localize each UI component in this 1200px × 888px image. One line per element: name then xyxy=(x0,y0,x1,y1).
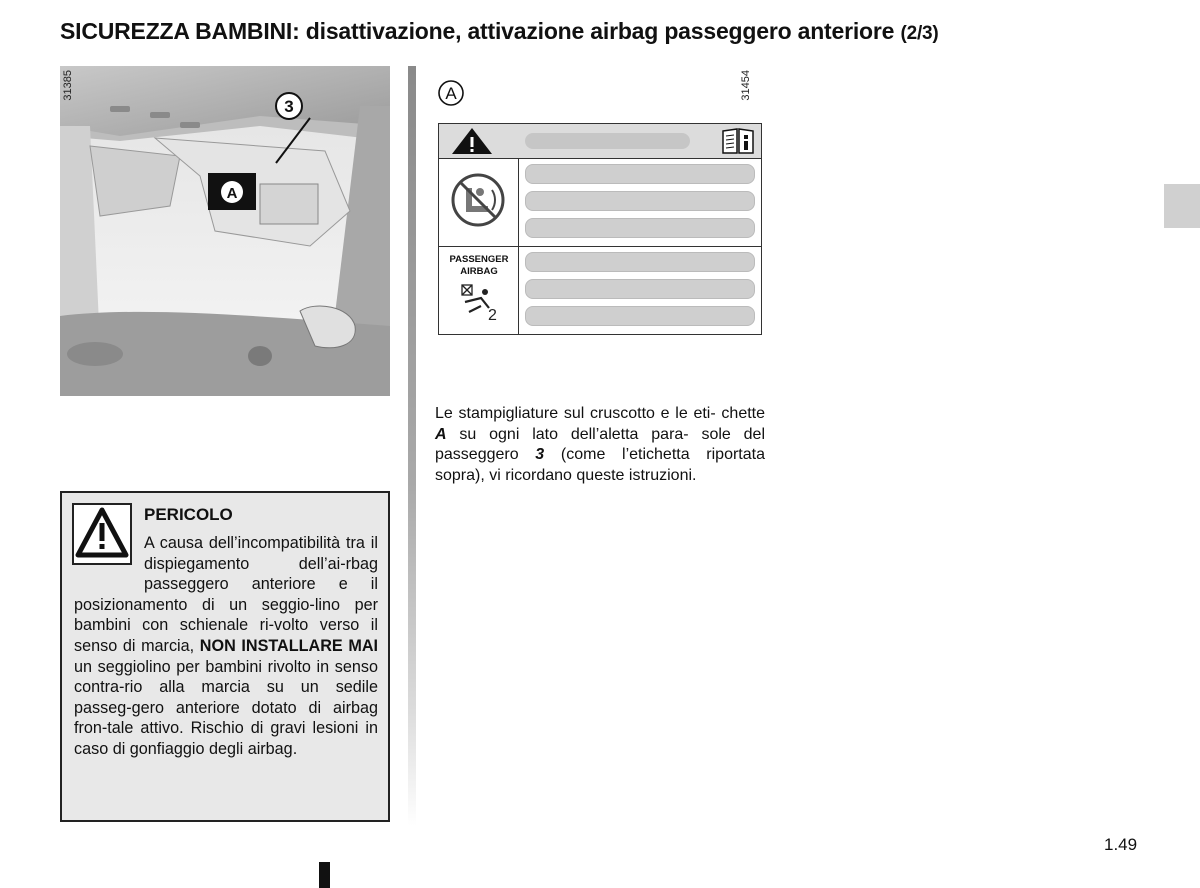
danger-title: PERICOLO xyxy=(144,505,233,524)
photo-code: 31385 xyxy=(62,70,74,101)
warning-triangle-icon xyxy=(451,127,493,155)
page-part: (2/3) xyxy=(900,23,939,44)
body-line: (come l’etichetta xyxy=(544,446,690,463)
airbag-text: AIRBAG xyxy=(460,266,498,277)
ref-3: 3 xyxy=(535,446,545,463)
airbag-warning-label xyxy=(438,123,762,335)
bottom-mark xyxy=(319,862,330,888)
header-bar xyxy=(525,133,690,149)
danger-text-bold: NON INSTALLARE MAI xyxy=(199,636,379,655)
label-header xyxy=(439,124,761,159)
body-line: su ogni lato dell’aletta para- xyxy=(446,425,689,443)
body-paragraph xyxy=(435,404,765,486)
text-bar xyxy=(525,191,755,211)
column-divider xyxy=(408,66,416,826)
danger-box xyxy=(60,491,390,822)
label-row-airbag xyxy=(439,246,761,334)
marker-A: A xyxy=(226,185,238,202)
body-line: riportata sopra), vi ricordano queste xyxy=(435,446,765,484)
airbag-person-icon xyxy=(459,282,501,324)
text-bar xyxy=(525,279,755,299)
callout-3: 3 xyxy=(284,97,294,116)
body-line: sole del passeggero xyxy=(435,425,766,463)
sun-visor-illustration xyxy=(60,66,390,396)
childseat-cell xyxy=(439,158,519,246)
text-bar xyxy=(525,218,755,238)
page-number: 1.49 xyxy=(1104,835,1138,854)
text-bar xyxy=(525,164,755,184)
page-title xyxy=(60,18,939,45)
page-title-text: SICUREZZA BAMBINI: disattivazione, attivazione airbag passeggero anteriore xyxy=(60,18,895,44)
airbag-cell xyxy=(439,246,519,334)
label-code: 31454 xyxy=(740,70,752,101)
text-bar xyxy=(525,306,755,326)
figure-a-marker xyxy=(436,78,466,108)
danger-text-b: un seggiolino per bambini rivolto in senso contra-rio alla marcia su un sedile passeg-gero anteriore dotato di airbag fron-tale attivo. Rischio di gravi lesioni in caso di gonfiaggio degli airbag. xyxy=(74,657,378,758)
chapter-tab xyxy=(1164,184,1200,228)
passenger-airbag-text xyxy=(439,254,519,278)
sun-visor-photo xyxy=(60,66,390,396)
body-line: Le stampigliature sul cruscotto e le eti- xyxy=(435,405,716,422)
ref-A: A xyxy=(435,425,447,443)
danger-text-a: A causa dell’incompatibilità tra il dispiegamento dell’ai-rbag passeggero anteriore e il posizionamento di un seggio-lino per bambini con schienale ri-volto verso il senso di marcia, xyxy=(74,534,378,655)
airbag-icon-number: 2 xyxy=(488,307,497,324)
body-line: istruzioni. xyxy=(628,466,697,484)
label-row-childseat xyxy=(439,158,761,247)
body-line: chette xyxy=(721,405,766,422)
text-bar xyxy=(525,252,755,272)
figure-a-letter: A xyxy=(445,84,457,103)
no-rear-facing-seat-icon xyxy=(450,172,506,228)
manual-book-icon xyxy=(721,127,755,155)
danger-text xyxy=(74,533,378,760)
passenger-text: PASSENGER xyxy=(449,254,509,265)
